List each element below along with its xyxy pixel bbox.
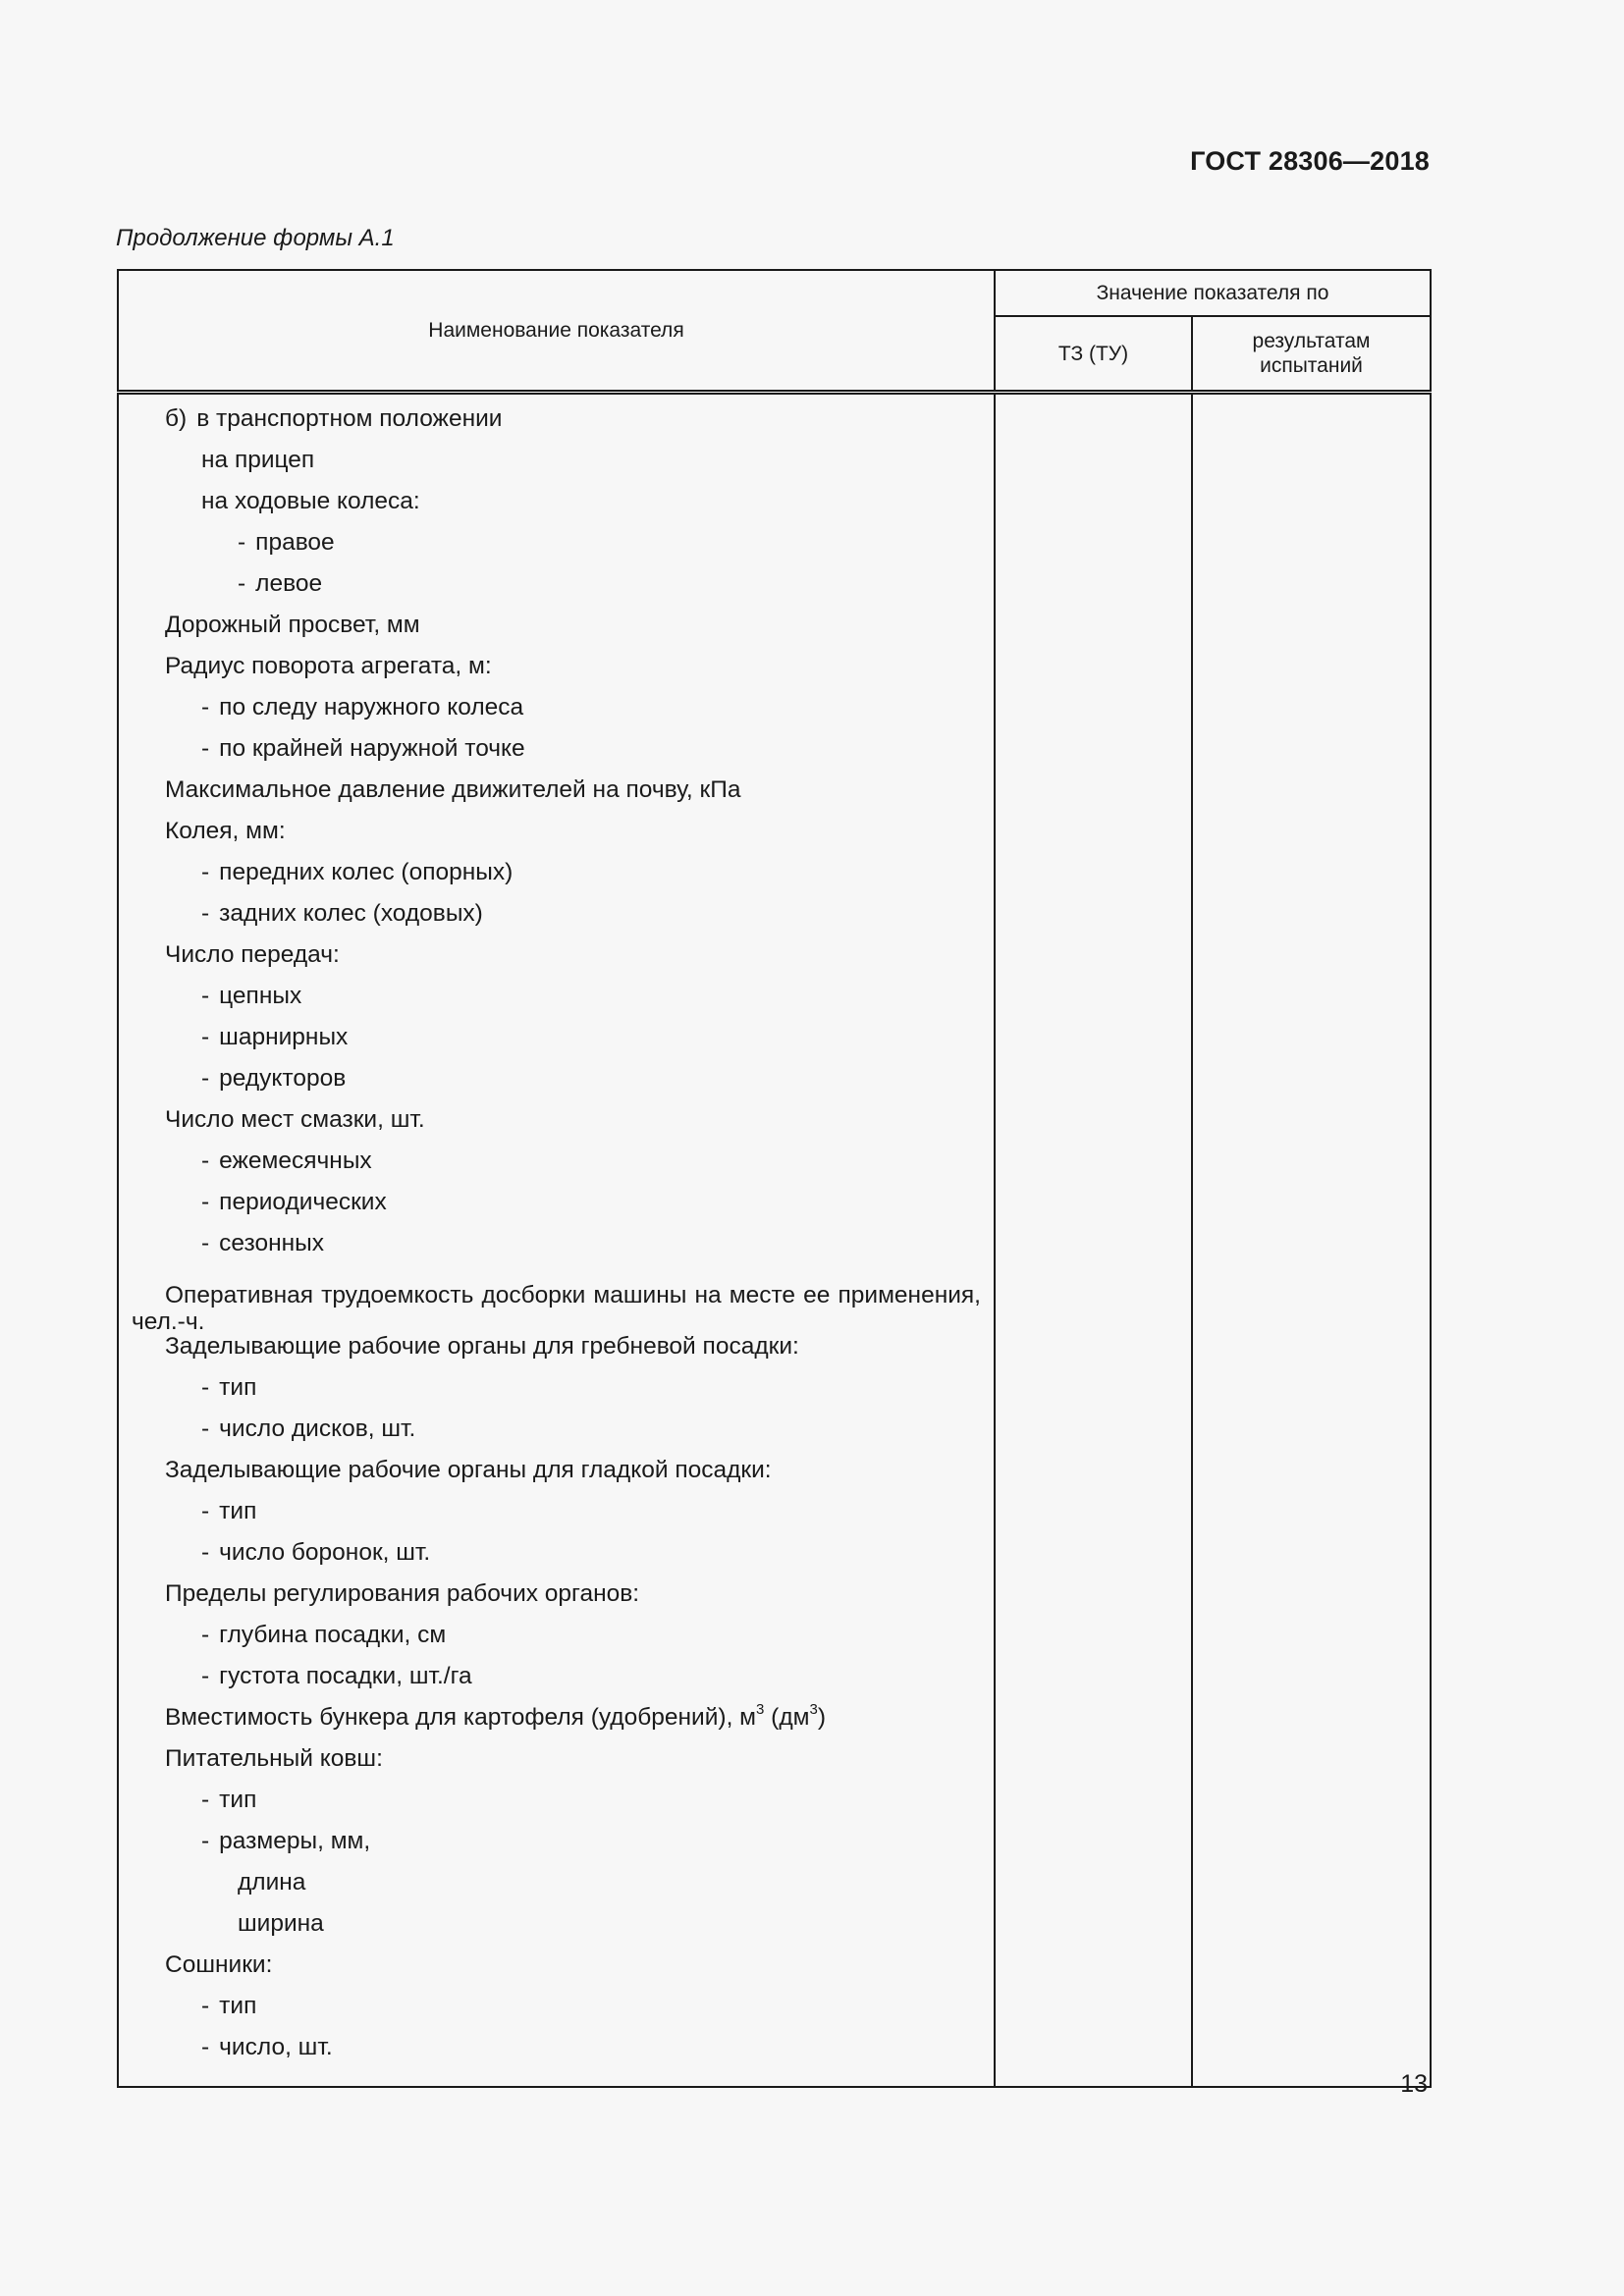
row-marker: - [201,1148,210,1174]
indicator-row [132,1332,981,1373]
indicator-row [132,1662,981,1703]
row-text: Число передач: [165,941,340,968]
superscript: 3 [809,1700,818,1718]
indicator-row [132,1950,981,1992]
row-text: периодических [219,1189,387,1215]
row-text: задних колес (ходовых) [219,900,483,927]
column-header-test-results-line2: испытаний [1260,354,1363,377]
indicator-row [132,734,981,775]
row-text-end: ) [817,1704,826,1731]
row-text: Оперативная трудоемкость досборки машины на месте ее применения, чел.-ч. [132,1282,981,1335]
row-marker: - [201,1828,210,1854]
row-text: Питательный ковш: [165,1745,383,1772]
indicator-row [132,569,981,611]
superscript: 3 [756,1700,765,1718]
tz-values-cell [995,393,1192,2088]
row-marker: - [201,1230,210,1256]
row-text: Радиус поворота агрегата, м: [165,653,492,679]
row-text: Сошники: [165,1951,273,1978]
indicator-row [132,2033,981,2074]
indicator-row [132,1456,981,1497]
row-text: передних колес (опорных) [219,859,514,885]
row-text: Пределы регулирования рабочих органов: [165,1580,640,1607]
row-marker: - [201,1993,210,2019]
row-text: размеры, мм, [219,1828,371,1854]
column-header-tz: ТЗ (ТУ) [995,316,1192,393]
column-header-test-results-line1: результатам [1252,330,1371,352]
row-text: на ходовые колеса: [201,488,420,514]
row-text: длина [238,1869,306,1896]
row-marker: - [238,529,246,556]
indicator-row [132,1579,981,1621]
indicator-table [117,269,1432,2088]
indicator-row [132,1786,981,1827]
row-text: по следу наружного колеса [219,694,524,721]
row-text: в транспортном положении [196,405,503,432]
row-text: Заделывающие рабочие органы для гладкой посадки: [165,1457,772,1483]
indicator-row [132,487,981,528]
indicator-row [132,1064,981,1105]
row-marker: - [201,735,210,762]
row-marker: - [201,900,210,927]
indicator-row [132,446,981,487]
indicator-row [132,1415,981,1456]
row-text: тип [219,1993,257,2019]
indicator-row [132,858,981,899]
row-marker: - [201,1065,210,1092]
row-marker: б) [165,405,188,432]
indicator-row [132,611,981,652]
indicator-row [132,693,981,734]
row-text: тип [219,1787,257,1813]
indicator-row [132,1538,981,1579]
row-marker: - [201,2034,210,2060]
indicator-row [132,1188,981,1229]
indicator-row [132,775,981,817]
indicator-names-cell [118,393,995,2088]
row-text: Вместимость бункера для картофеля (удобрений), м [165,1704,757,1731]
row-marker: - [201,983,210,1009]
row-text: Максимальное давление движителей на почву, кПа [165,776,741,803]
row-marker: - [201,859,210,885]
indicator-row [132,1621,981,1662]
row-text: глубина посадки, см [219,1622,447,1648]
row-marker: - [201,1498,210,1524]
row-marker: - [201,1663,210,1689]
row-marker: - [201,1787,210,1813]
page-number: 13 [1400,2070,1428,2098]
row-text: левое [255,570,323,597]
test-results-values-cell [1192,393,1431,2088]
row-text: тип [219,1374,257,1401]
indicator-row [132,1700,981,1744]
indicator-row [132,1827,981,1868]
indicator-row [132,982,981,1023]
row-marker: - [201,1415,210,1442]
indicator-row [132,528,981,569]
row-text: правое [255,529,335,556]
row-text: редукторов [219,1065,347,1092]
row-text: на прицеп [201,447,315,473]
indicator-row [132,1992,981,2033]
row-text: Заделывающие рабочие органы для гребневой посадки: [165,1333,799,1360]
row-text: ширина [238,1910,324,1937]
row-text: по крайней наружной точке [219,735,525,762]
row-text: Дорожный просвет, мм [165,612,420,638]
form-continuation-caption: Продолжение формы А.1 [116,225,395,251]
indicator-row [132,1868,981,1909]
row-marker: - [238,570,246,597]
indicator-row [132,1270,981,1335]
row-marker: - [201,1374,210,1401]
indicator-row [132,899,981,940]
row-text: шарнирных [219,1024,349,1050]
row-text: густота посадки, шт./га [219,1663,472,1689]
indicator-row [132,1023,981,1064]
row-marker: - [201,1622,210,1648]
indicator-row [132,1497,981,1538]
column-header-value-group: Значение показателя по [995,270,1431,316]
column-header-indicator-name: Наименование показателя [118,270,995,393]
document-code: ГОСТ 28306—2018 [1190,146,1430,176]
indicator-row [132,652,981,693]
indicator-row [132,1744,981,1786]
row-text: сезонных [219,1230,325,1256]
indicator-row [132,1373,981,1415]
row-text: тип [219,1498,257,1524]
row-text: Число мест смазки, шт. [165,1106,425,1133]
row-marker: - [201,694,210,721]
indicator-row [132,1229,981,1270]
row-text: число дисков, шт. [219,1415,416,1442]
row-marker: - [201,1189,210,1215]
row-text: ежемесячных [219,1148,372,1174]
row-marker: - [201,1024,210,1050]
row-text-continued: (дм [764,1704,810,1731]
indicator-row [132,1105,981,1147]
indicator-row [132,1147,981,1188]
indicator-list [119,395,994,2086]
column-header-test-results [1192,316,1431,393]
row-text: число, шт. [219,2034,333,2060]
row-text: число боронок, шт. [219,1539,431,1566]
indicator-row [132,817,981,858]
indicator-row [132,1909,981,1950]
row-marker: - [201,1539,210,1566]
indicator-row [132,404,981,446]
indicator-row [132,940,981,982]
row-text: цепных [219,983,302,1009]
row-text: Колея, мм: [165,818,286,844]
